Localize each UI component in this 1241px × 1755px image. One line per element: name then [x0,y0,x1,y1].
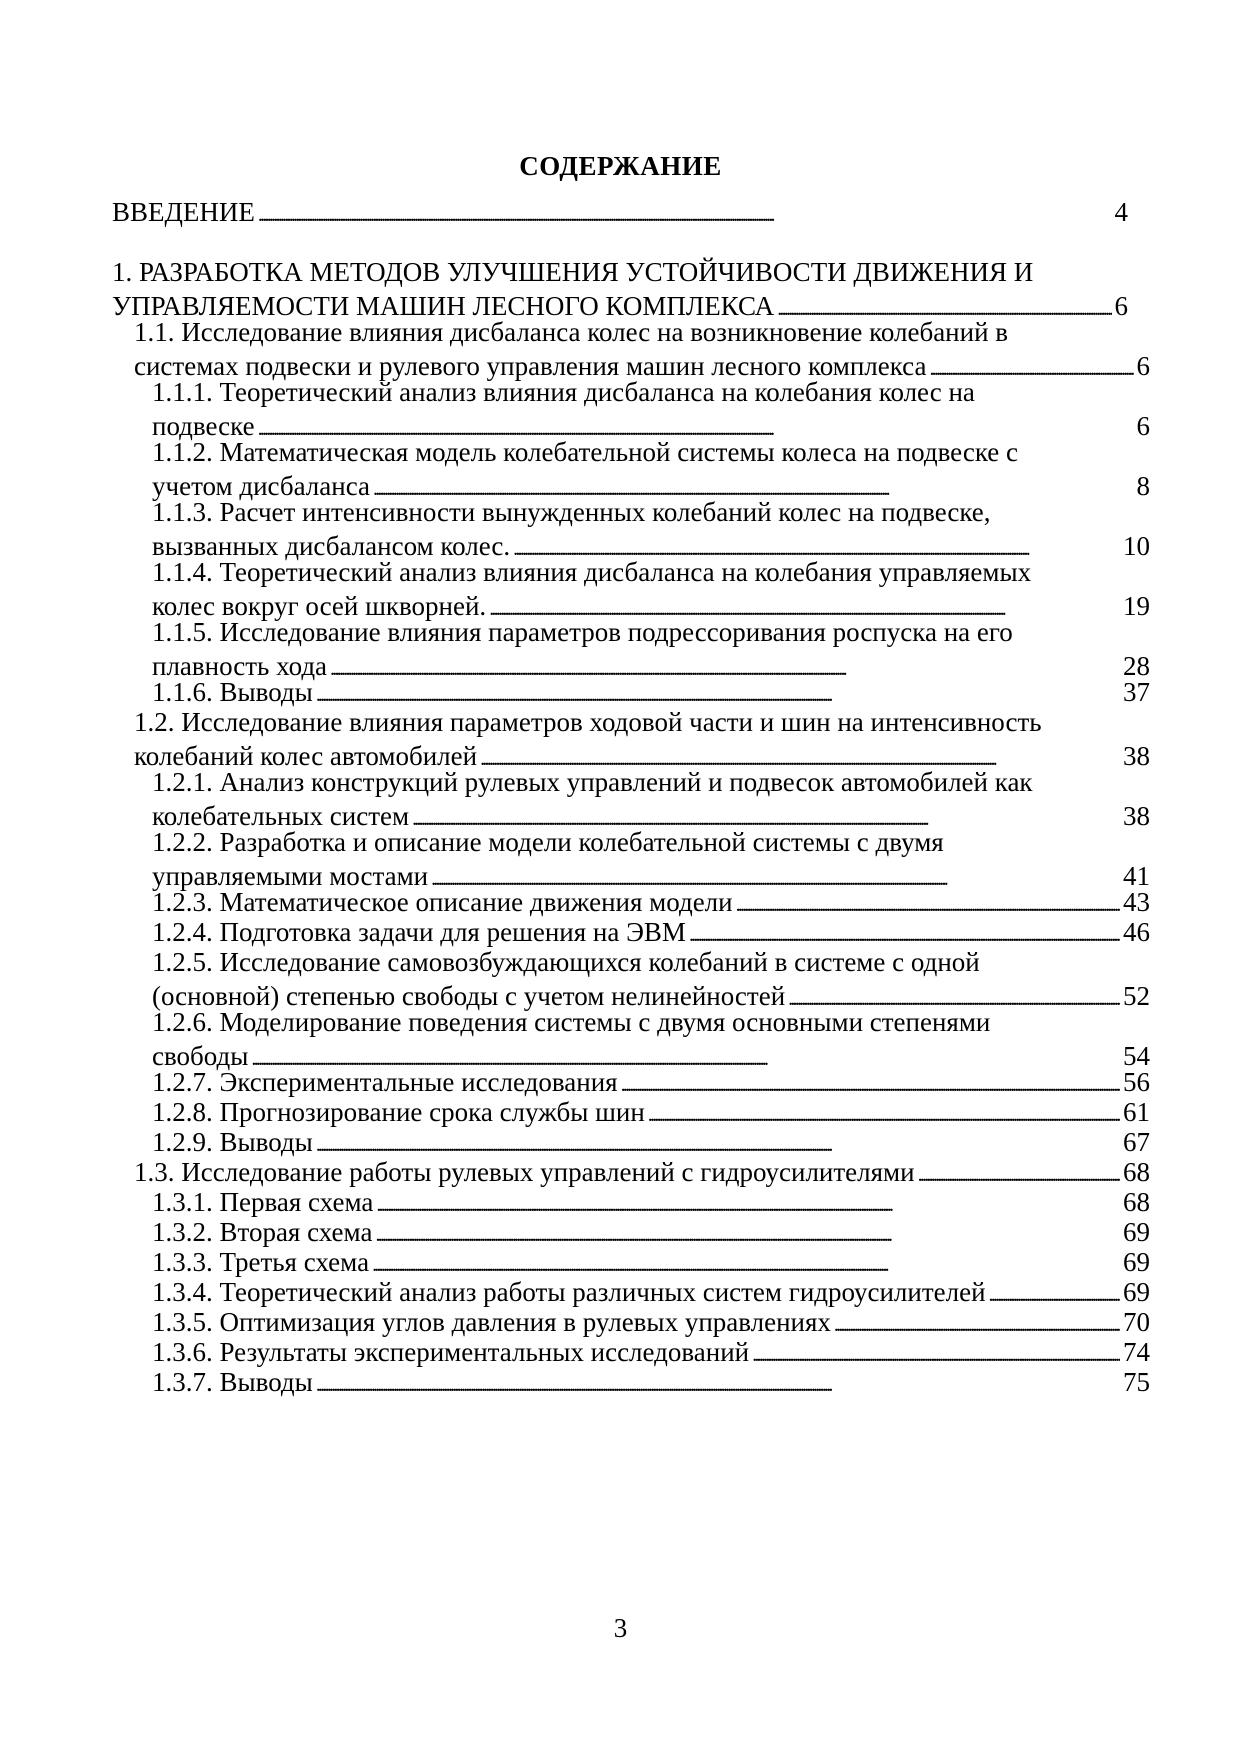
toc-entry-text: 1.2.4. Подготовка задачи для решения на ЭВМ [152,917,686,947]
toc-page-number: 41 [1123,860,1150,891]
toc-entry-text: 1.2.8. Прогнозирование срока службы шин [152,1097,645,1127]
toc-entry [152,766,1150,833]
toc-entry-line [152,1366,1150,1400]
toc-entry [152,1276,1150,1310]
toc-page-number: 68 [1123,1157,1150,1187]
toc-entry-text: колес вокруг осей шкворней. [152,590,487,621]
toc-entry-line [152,1306,1150,1340]
toc-entry [152,1306,1150,1340]
toc-page-number: 37 [1123,677,1150,707]
toc-entry [134,316,1150,383]
toc-entry-text: 1.2. Исследование влияния параметров ходовой части и шин на интенсивность [134,707,1042,737]
toc-entry [152,1066,1150,1100]
toc-entry-line [112,196,1128,230]
toc-entry-line [152,1066,1150,1100]
toc-entry [134,706,1150,773]
toc-page-number: 61 [1123,1097,1150,1127]
toc-entry [152,1126,1150,1160]
toc-page-number: 52 [1123,980,1150,1011]
toc-page-number: 28 [1123,650,1150,681]
toc-entry-text: 1.3. Исследование работы рулевых управлений с гидроусилителями [134,1157,915,1187]
toc-page-number: 10 [1123,530,1150,561]
toc-entry [134,1156,1150,1190]
toc-entry [152,1186,1150,1220]
toc-page-number: 4 [1114,197,1128,227]
toc-page-number: 38 [1123,740,1150,771]
toc-entry-line [152,1336,1150,1370]
page-title: СОДЕРЖАНИЕ [519,151,722,181]
toc-page-number: 46 [1123,917,1150,947]
toc-entry-text: 1.2.5. Исследование самовозбуждающихся колебаний в системе с одной [152,947,980,977]
toc-entry-text: 1.1.1. Теоретический анализ влияния дисбаланса на колебания колес на [152,377,975,407]
toc-entry [112,196,1128,230]
toc-entry-line [152,886,1150,920]
toc-entry-text: 1.1.4. Теоретический анализ влияния дисбаланса на колебания управляемых [152,557,1032,587]
toc-entry-text: плавность хода [152,650,328,681]
toc-entry-text: 1.3.6. Результаты экспериментальных исследований [152,1337,750,1367]
toc-page-number: 68 [1123,1187,1150,1217]
toc-entry-text: системах подвески и рулевого управления машин лесного комплекса [134,350,927,381]
toc-page-number: 6 [1136,410,1150,441]
toc-entry-text: 1. РАЗРАБОТКА МЕТОДОВ УЛУЧШЕНИЯ УСТОЙЧИВОСТИ ДВИЖЕНИЯ И [112,257,1034,287]
toc-page-number: 69 [1123,1277,1150,1307]
toc-entry-text: 1.1.2. Математическая модель колебательной системы колеса на подвеске с [152,437,1018,467]
toc-page-number: 70 [1123,1307,1150,1337]
toc-entry-text: 1.3.5. Оптимизация углов давления в рулевых управлениях [152,1307,831,1337]
toc-entry-line [152,1216,1150,1250]
toc-page-number: 8 [1136,470,1150,501]
toc-entry-text: 1.2.2. Разработка и описание модели колебательной системы с двумя [152,827,944,857]
toc-entry-text: 1.2.7. Экспериментальные исследования [152,1067,618,1097]
toc-entry-text: подвеске [152,410,255,441]
toc-page-number: 43 [1123,887,1150,917]
toc-entry [152,376,1150,443]
toc-entry-text: 1.1.6. Выводы [152,677,313,707]
dot-leader [258,196,1112,233]
toc-entry-line [152,1126,1150,1160]
toc-entry-text: 1.2.1. Анализ конструкций рулевых управлений и подвесок автомобилей как [152,767,1033,797]
toc-page-number: 74 [1123,1337,1150,1367]
toc-entry-text: 1.3.4. Теоретический анализ работы различных систем гидроусилителей [152,1277,986,1307]
toc-entry-line [152,676,1150,710]
toc-page-number: 54 [1123,1040,1150,1071]
toc-entry [152,886,1150,920]
toc-page-number: 67 [1123,1127,1150,1157]
toc-entry-text: колебательных систем [152,800,410,831]
toc-entry [152,1366,1150,1400]
toc-entry [152,1246,1150,1280]
toc-entry-text: 1.3.1. Первая схема [152,1187,374,1217]
toc-entry-text: 1.1.5. Исследование влияния параметров подрессоривания роспуска на его [152,617,1013,647]
toc-entry [152,1096,1150,1130]
toc-page-number: 6 [1114,290,1128,321]
toc-entry [112,256,1128,323]
toc-entry-text: ВВЕДЕНИЕ [112,197,255,227]
toc-entry-line [152,1186,1150,1220]
page-number: 3 [613,1613,628,1643]
toc-entry-line [152,1096,1150,1130]
toc-entry-text: 1.2.6. Моделирование поведения системы с двумя основными степенями [152,1007,991,1037]
toc-entry-text: 1.2.3. Математическое описание движения модели [152,887,733,917]
dot-leader [316,1366,1120,1403]
toc-entry-text: вызванных дисбалансом колес. [152,530,511,561]
toc-entry-text: 1.3.7. Выводы [152,1367,313,1397]
toc-entry-text: учетом дисбаланса [152,470,370,501]
toc-entry [152,946,1150,1013]
toc-entry [152,1006,1150,1073]
toc-entry-text: 1.3.3. Третья схема [152,1247,370,1277]
toc-entry [152,676,1150,710]
toc-page-number: 69 [1123,1217,1150,1247]
toc-entry-text: 1.2.9. Выводы [152,1127,313,1157]
toc-entry-text: 1.3.2. Вторая схема [152,1217,373,1247]
toc-page-number: 56 [1123,1067,1150,1097]
toc-entry [152,616,1150,683]
toc-entry-text: УПРАВЛЯЕМОСТИ МАШИН ЛЕСНОГО КОМПЛЕКСА [112,290,775,321]
toc-entry-text: управляемыми мостами [152,860,429,891]
toc-entry-text: 1.1. Исследование влияния дисбаланса колес на возникновение колебаний в [134,317,1009,347]
toc-page-number: 19 [1123,590,1150,621]
toc-entry [152,826,1150,893]
toc-entry-text: (основной) степенью свободы с учетом нелинейностей [152,980,786,1011]
toc-page-number: 6 [1136,350,1150,381]
toc-entry-text: свободы [152,1040,249,1071]
toc-entry-line [152,1246,1150,1280]
toc-page-number: 75 [1123,1367,1150,1397]
toc-page-number: 38 [1123,800,1150,831]
toc-entry-text: колебаний колес автомобилей [134,740,478,771]
toc-entry [152,1336,1150,1370]
toc-entry-line [152,916,1150,950]
toc-page-number: 69 [1123,1247,1150,1277]
toc-entry [152,436,1150,503]
toc-entry [152,496,1150,563]
toc-entry-line [134,1156,1150,1190]
toc-entry [152,1216,1150,1250]
toc-entry [152,556,1150,623]
toc-entry [152,916,1150,950]
toc-entry-line [152,1276,1150,1310]
toc-entry-text: 1.1.3. Расчет интенсивности вынужденных колебаний колес на подвеске, [152,497,991,527]
